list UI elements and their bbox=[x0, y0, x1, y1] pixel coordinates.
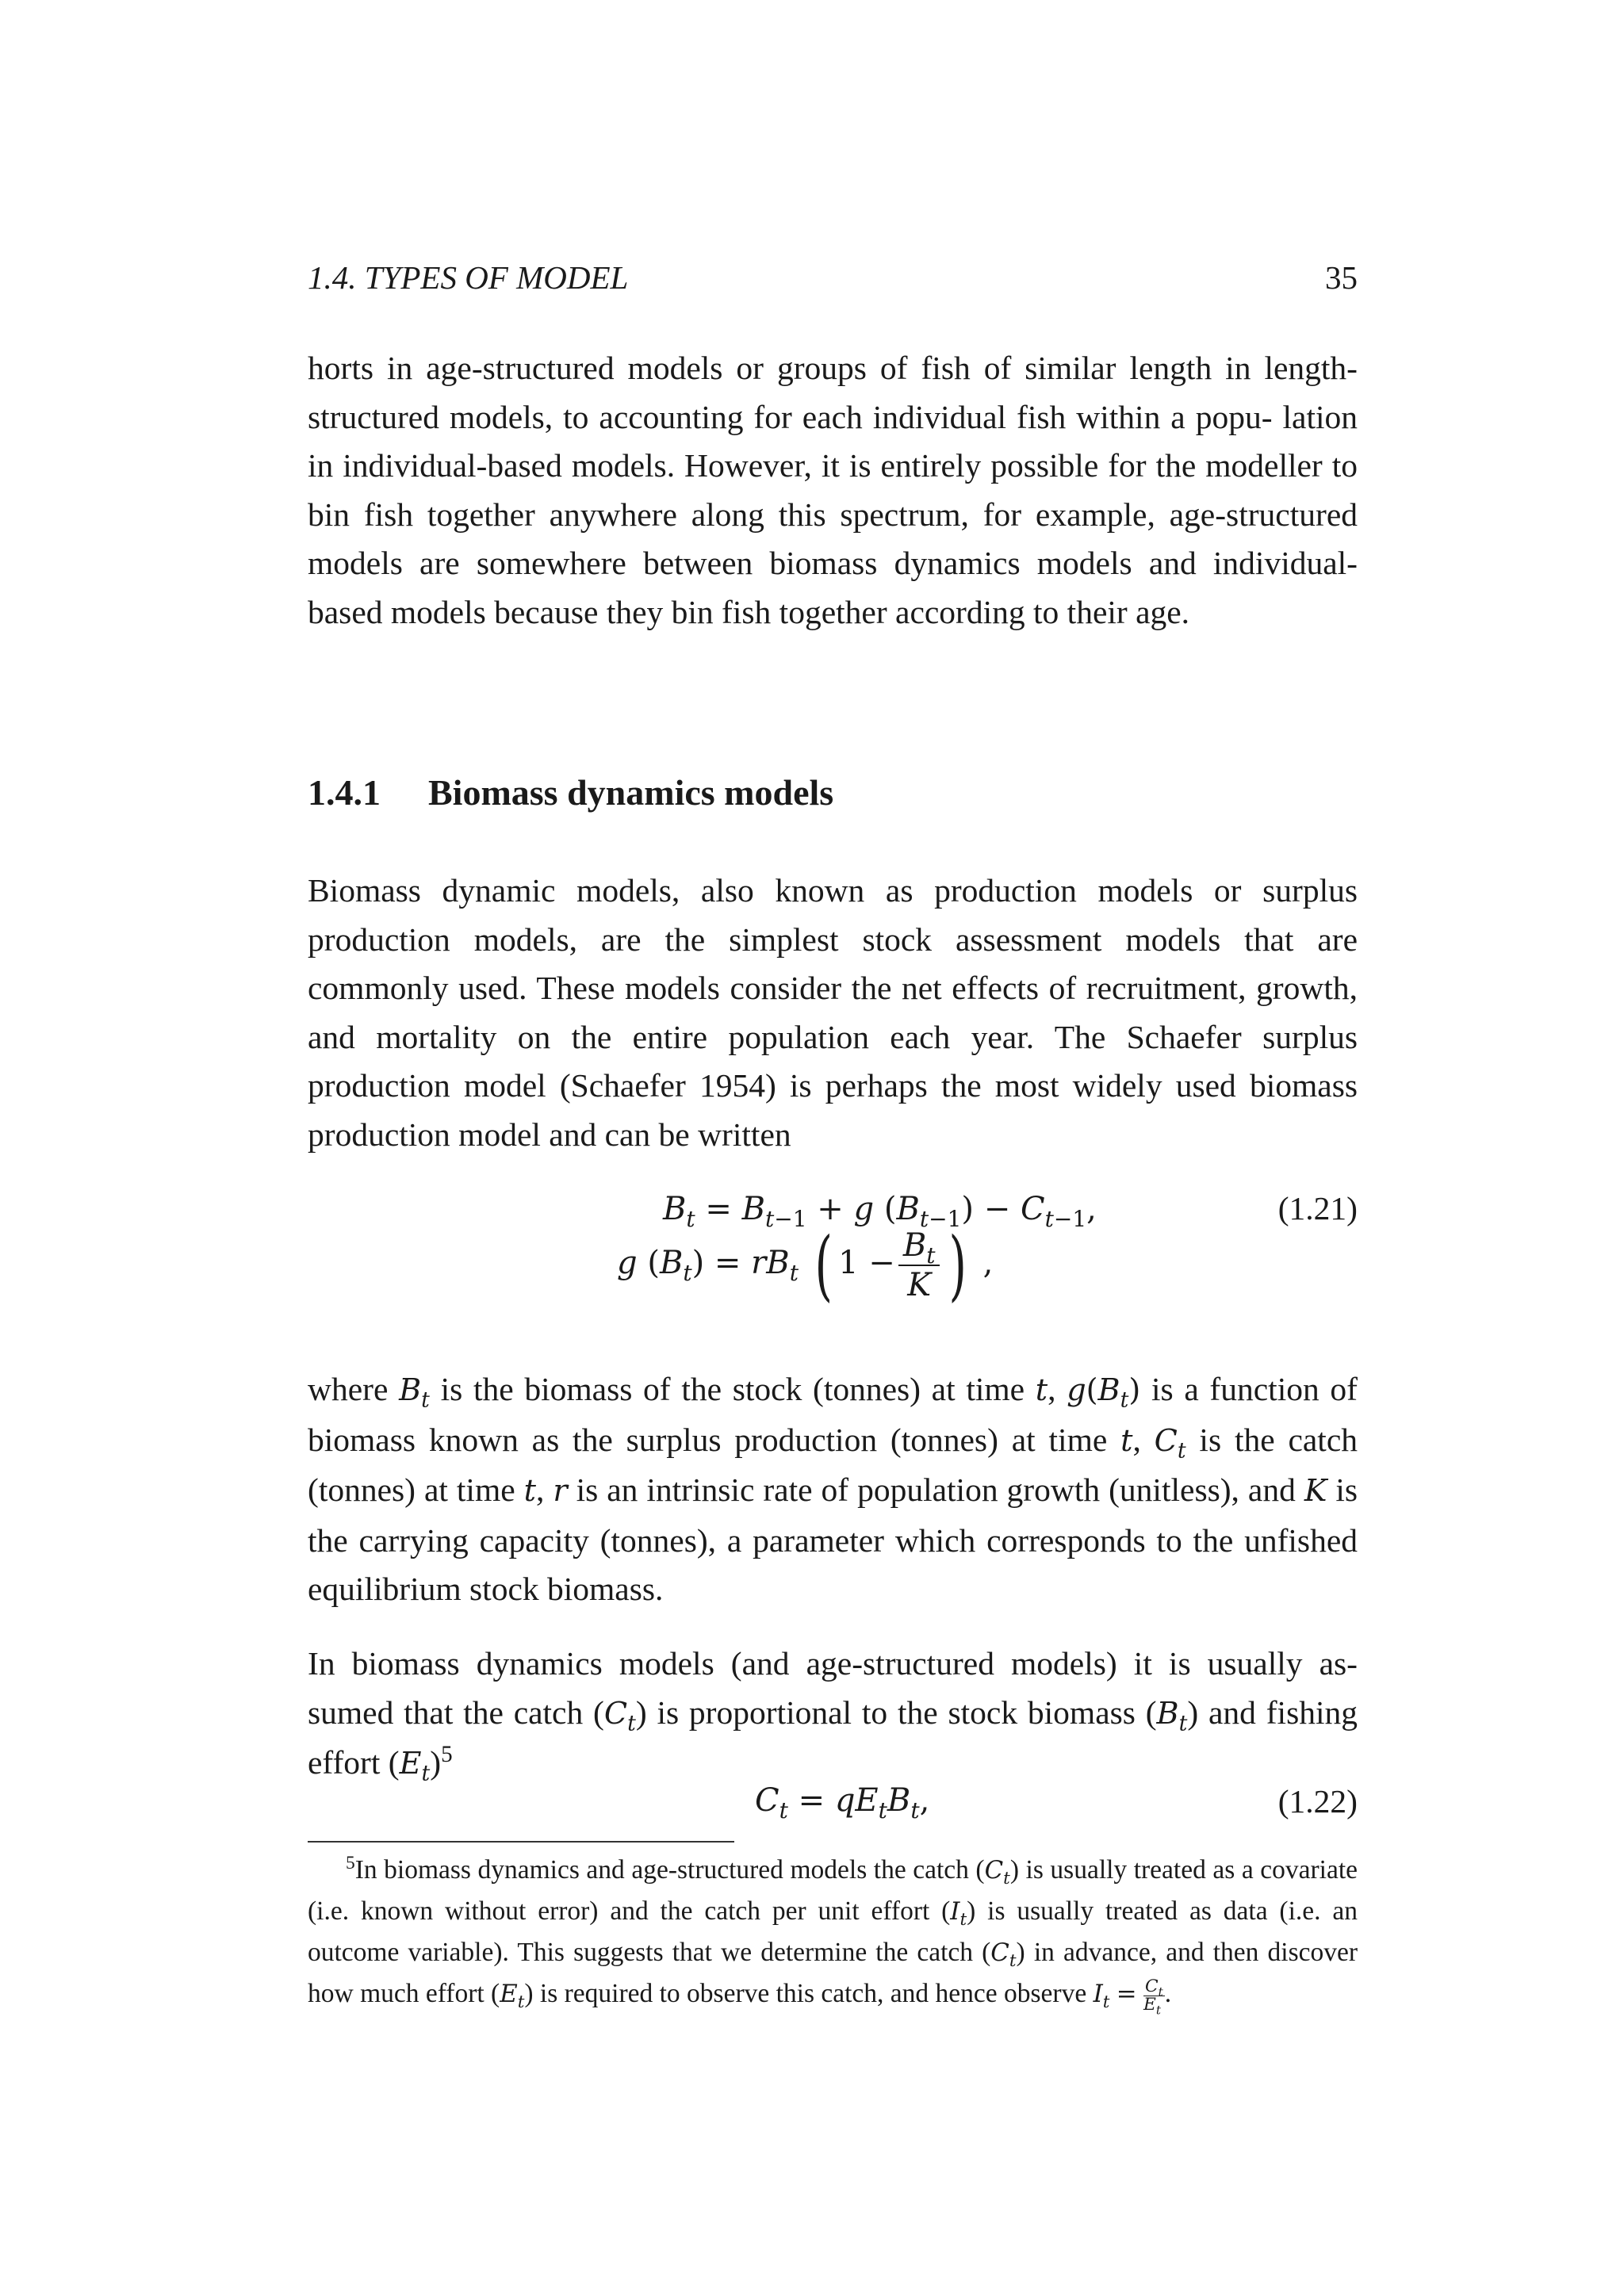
intro-paragraph bbox=[308, 344, 1358, 637]
text-fragment: In biomass dynamics and age-structured models the catch ( bbox=[354, 1855, 985, 1885]
right-paren: ) bbox=[948, 1221, 967, 1310]
paragraph-catch-assumption bbox=[308, 1640, 1358, 1789]
text-fragment: hence observe bbox=[935, 1979, 1094, 2008]
text-fragment: , bbox=[1132, 1421, 1155, 1458]
text-fragment: is a function of bbox=[1140, 1371, 1358, 1407]
math-r: r bbox=[553, 1474, 568, 1509]
text-fragment: is the carrying capacity (tonnes), a parameter which corresponds to the bbox=[308, 1471, 1358, 1559]
equation-1-22 bbox=[308, 1782, 1358, 1830]
section-heading bbox=[308, 771, 833, 815]
intro-line: age-structured models are somewhere between biomass dynamics models bbox=[308, 496, 1358, 581]
text-fragment: (tonnes) at time bbox=[308, 1471, 524, 1508]
equation-line-2: g $(B_t) = rB_t$ ( 1 − $\frac{B_t}{K}$ ) , bbox=[617, 1221, 994, 1310]
page bbox=[308, 0, 1358, 2296]
text-fragment: , bbox=[535, 1471, 553, 1508]
text-fragment: , bbox=[1048, 1371, 1067, 1407]
text-fragment: is the biomass of the stock (tonnes) at time bbox=[429, 1371, 1036, 1407]
text-fragment: advance, and then discover how much effort ( bbox=[308, 1938, 1358, 2008]
text-fragment: ) is usually treated as bbox=[1009, 1855, 1235, 1885]
text-fragment: ) is proportional to the stock biomass ( bbox=[635, 1693, 1157, 1731]
equation-number-1-22: (1.22) bbox=[1277, 1783, 1358, 1820]
equation-number-1-21: (1.21) bbox=[1277, 1190, 1358, 1226]
paragraph-line: surplus production model (Schaefer 1954) is perhaps the most widely used bbox=[308, 1018, 1358, 1104]
equation-line-1: $B_t = B_{t-1} + g$ $(B_{t-1}) - C_{t-1}$, bbox=[663, 1191, 1097, 1232]
math-K: K bbox=[1304, 1474, 1327, 1509]
footnote-reference: 5 bbox=[441, 1742, 453, 1768]
paragraph-line: growth, and mortality on the entire population each year. The Schaefer bbox=[308, 970, 1358, 1055]
equation-catch: $C_t = qE_tB_t$, bbox=[755, 1782, 930, 1823]
paragraph-variable-definitions: where $B_t$ is the biomass of the stock (tonnes) at time t, $g(B_t)$ is a function of biomass known as the surplus production (tonnes) at time t, $C_t$ is the catch (tonnes) at time t, r is an intrinsic rate of population growth (unitless), and K is the carrying capacity (tonnes), a parameter which corresponds to the unfished equilibrium stock biomass. bbox=[308, 1371, 1358, 1607]
text-fragment: is an intrinsic rate of population growth (unitless), and bbox=[567, 1471, 1296, 1508]
math-t: t bbox=[1035, 1373, 1048, 1408]
text-fragment: unfished equilibrium stock biomass. bbox=[308, 1521, 1358, 1607]
intro-line: lation in individual-based models. However, it is entirely possible for the bbox=[308, 398, 1358, 484]
intro-line: modeller to bin fish together anywhere along this spectrum, for example, bbox=[308, 447, 1358, 533]
footnote: $^5$In biomass dynamics and age-structured models the catch $(C_t)$ is usually treated as a covariate (i.e. known without error) and the catch per unit effort $(I_t)$ is usually treated as data (i.e. an outcome variable). This suggests that we determine the catch $(C_t)$ in advance, and then discover how much effort $(E_t)$ is required to observe this catch, and hence observe $I_t$ = $\frac{C_t}{E_t}$ . bbox=[308, 1852, 1358, 2018]
paragraph-line: commonly used. These models consider the net effects of recruitment, bbox=[308, 970, 1247, 1006]
text-fragment: ) is required to observe this catch, and bbox=[524, 1979, 929, 2008]
intro-line: horts in age-structured models or groups of fish of similar length in length- bbox=[308, 350, 1358, 386]
math-Bt: $B_t$ bbox=[399, 1373, 430, 1413]
math-Bt: $B_t$ bbox=[1156, 1696, 1188, 1736]
page-number: 35 bbox=[1325, 259, 1358, 296]
running-header bbox=[308, 258, 1358, 297]
section-title: Biomass dynamics models bbox=[428, 772, 834, 813]
text-fragment: fishing effort ( bbox=[308, 1693, 1358, 1781]
math-Et: $E_t$ bbox=[399, 1747, 431, 1786]
math-Ct: $C_t$ bbox=[1154, 1423, 1186, 1464]
equation-1-21 bbox=[308, 1189, 1358, 1348]
footnote-mark: 5 bbox=[346, 1852, 355, 1873]
intro-line: and individual-based models because they bin fish together according to bbox=[308, 545, 1358, 630]
text-fragment: is the catch bbox=[1185, 1421, 1358, 1458]
intro-line: their age. bbox=[1067, 593, 1190, 630]
eq-lhs-B: B bbox=[663, 1191, 687, 1227]
math-t: t bbox=[1120, 1423, 1133, 1459]
paragraph-line: production models, are the simplest stock assessment models that are bbox=[308, 920, 1358, 958]
fraction-Bt-K: $\frac{B_t}{K}$ bbox=[898, 1228, 940, 1303]
footnote-divider bbox=[308, 1841, 734, 1843]
text-fragment: sumed that the catch ( bbox=[308, 1693, 604, 1731]
intro-line: structured models, to accounting for each individual fish within a popu- bbox=[308, 398, 1273, 435]
math-gBt: g bbox=[1067, 1373, 1086, 1408]
math-Ct: $C_t$ bbox=[984, 1856, 1010, 1889]
paragraph-line: biomass production model and can be written bbox=[308, 1067, 1358, 1153]
paragraph-biomass-intro bbox=[308, 867, 1358, 1159]
math-Et: $E_t$ bbox=[500, 1980, 525, 2013]
math-t: t bbox=[523, 1474, 536, 1509]
text-fragment: ) and bbox=[1187, 1693, 1256, 1731]
text-fragment: where bbox=[308, 1371, 400, 1407]
math-It: $I_t$ bbox=[1093, 1980, 1110, 2013]
running-header-title: 1.4. TYPES OF MODEL bbox=[308, 259, 629, 296]
text-fragment: as data (i.e. an outcome variable). This suggests that we determine the catch ( bbox=[308, 1896, 1358, 1967]
fraction-Ct-Et: $\frac{C_t}{E_t}$ bbox=[1143, 1976, 1163, 2018]
math-It: $I_t$ bbox=[950, 1897, 967, 1931]
math-Ct: $C_t$ bbox=[603, 1696, 636, 1736]
math-Ct: $C_t$ bbox=[990, 1938, 1017, 1972]
paragraph-line: Biomass dynamic models, also known as production models or surplus bbox=[308, 872, 1358, 909]
text-fragment: biomass known as the surplus production (tonnes) at time bbox=[308, 1421, 1121, 1458]
text-fragment: ) bbox=[430, 1744, 442, 1781]
text-fragment: In biomass dynamics models (and age-structured models) it is usually as- bbox=[308, 1645, 1358, 1682]
left-paren: ( bbox=[814, 1221, 833, 1310]
text-fragment: a covariate (i.e. known without error) and the catch per unit effort ( bbox=[308, 1855, 1358, 1926]
text-fragment: ) is usually treated bbox=[967, 1896, 1178, 1926]
text-fragment: ) in bbox=[1016, 1938, 1055, 1967]
section-number: 1.4.1 bbox=[308, 772, 381, 813]
